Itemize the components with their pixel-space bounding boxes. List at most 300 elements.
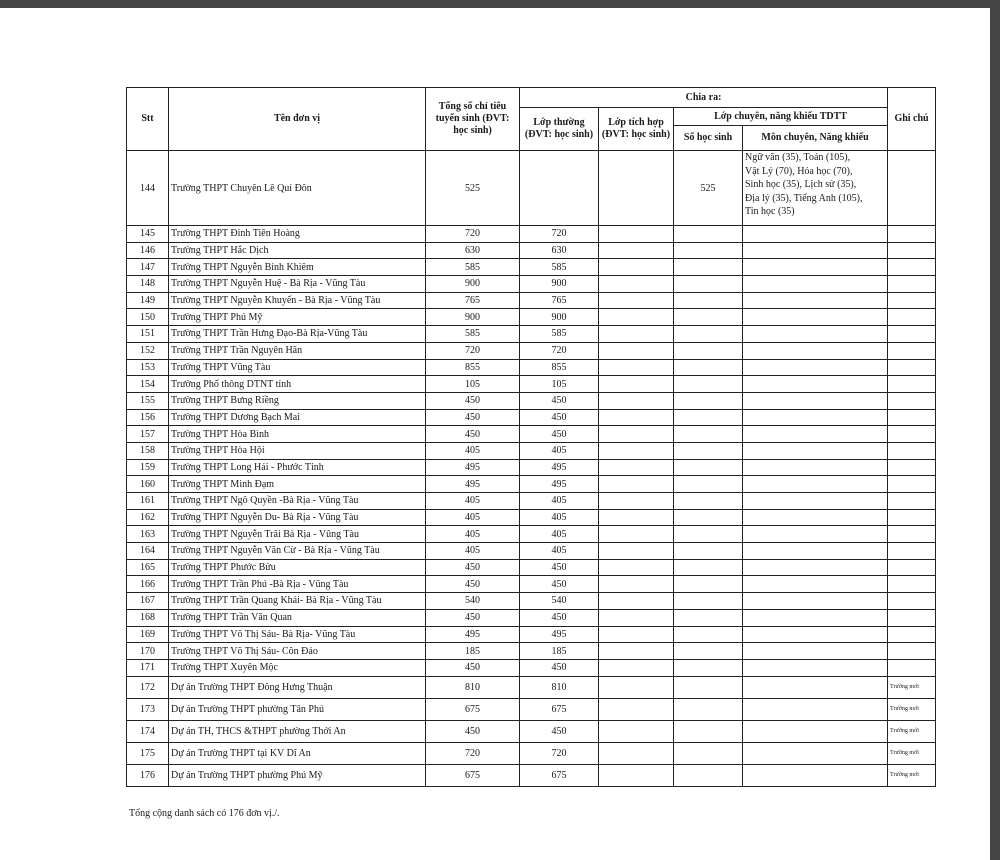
cell-gifted-subjects (743, 151, 888, 226)
cell-gifted-count (674, 543, 743, 560)
table-row (127, 676, 936, 698)
cell-note (888, 442, 936, 459)
cell-regular: 900 (520, 309, 599, 326)
cell-gifted-count (674, 493, 743, 510)
table-row (127, 509, 936, 526)
cell-integrated (599, 559, 674, 576)
cell-name: Trường Phổ thông DTNT tỉnh (169, 376, 426, 393)
table-row (127, 543, 936, 560)
cell-integrated (599, 609, 674, 626)
cell-total: 585 (426, 326, 520, 343)
table-row (127, 409, 936, 426)
cell-name: Trường THPT Long Hải - Phước Tỉnh (169, 459, 426, 476)
table-row (127, 643, 936, 660)
cell-regular: 720 (520, 226, 599, 243)
cell-note (888, 226, 936, 243)
cell-note (888, 559, 936, 576)
table-row (127, 392, 936, 409)
cell-gifted-subjects (743, 442, 888, 459)
cell-stt: 152 (127, 342, 169, 359)
cell-gifted-subjects (743, 392, 888, 409)
cell-integrated (599, 409, 674, 426)
cell-gifted-subjects (743, 459, 888, 476)
cell-integrated (599, 376, 674, 393)
cell-regular: 720 (520, 342, 599, 359)
header-total: Tổng số chỉ tiêu tuyển sinh (ĐVT: học sinh) (426, 88, 520, 151)
cell-gifted-count (674, 226, 743, 243)
subject-line: Sinh học (35), Lịch sử (35), (745, 179, 857, 190)
cell-stt: 161 (127, 493, 169, 510)
cell-integrated (599, 342, 674, 359)
cell-name: Trường THPT Hòa Bình (169, 426, 426, 443)
cell-gifted-subjects (743, 626, 888, 643)
cell-note (888, 309, 936, 326)
cell-stt: 174 (127, 720, 169, 742)
cell-total: 675 (426, 698, 520, 720)
cell-name: Dự án Trường THPT Đông Hưng Thuận (169, 676, 426, 698)
cell-regular: 450 (520, 609, 599, 626)
cell-name: Trường THPT Nguyễn Huệ - Bà Rịa - Vũng Tàu (169, 276, 426, 293)
footer-total-note: Tổng cộng danh sách có 176 đơn vị./. (129, 808, 280, 819)
cell-total: 405 (426, 526, 520, 543)
cell-note (888, 576, 936, 593)
table-row (127, 764, 936, 786)
cell-total: 675 (426, 764, 520, 786)
cell-stt: 175 (127, 742, 169, 764)
cell-note (888, 493, 936, 510)
table-row (127, 326, 936, 343)
table-row (127, 626, 936, 643)
cell-gifted-count (674, 326, 743, 343)
cell-name: Trường THPT Đinh Tiên Hoàng (169, 226, 426, 243)
header-ghi-chu: Ghi chú (888, 88, 936, 151)
cell-name: Trường THPT Bưng Riềng (169, 392, 426, 409)
cell-regular: 765 (520, 292, 599, 309)
cell-regular: 450 (520, 576, 599, 593)
cell-stt: 159 (127, 459, 169, 476)
cell-integrated (599, 276, 674, 293)
cell-integrated (599, 226, 674, 243)
cell-integrated (599, 643, 674, 660)
cell-integrated (599, 764, 674, 786)
cell-gifted-subjects (743, 559, 888, 576)
table-row (127, 526, 936, 543)
cell-stt: 168 (127, 609, 169, 626)
cell-gifted-subjects (743, 476, 888, 493)
cell-gifted-count (674, 593, 743, 610)
cell-integrated (599, 493, 674, 510)
cell-stt: 157 (127, 426, 169, 443)
cell-total: 495 (426, 476, 520, 493)
cell-note (888, 259, 936, 276)
header-mon-chuyen: Môn chuyên, Năng khiếu (743, 126, 888, 151)
cell-gifted-subjects (743, 509, 888, 526)
cell-total: 495 (426, 626, 520, 643)
cell-name: Trường THPT Hòa Hội (169, 442, 426, 459)
admission-quota-table (126, 87, 936, 787)
cell-regular: 405 (520, 509, 599, 526)
cell-gifted-subjects (743, 764, 888, 786)
cell-total: 495 (426, 459, 520, 476)
cell-gifted-count (674, 509, 743, 526)
cell-regular: 540 (520, 593, 599, 610)
cell-gifted-count (674, 442, 743, 459)
subject-line: Ngữ văn (35), Toán (105), (745, 152, 851, 163)
cell-integrated (599, 309, 674, 326)
cell-stt: 155 (127, 392, 169, 409)
cell-stt: 147 (127, 259, 169, 276)
table-row (127, 309, 936, 326)
table-row (127, 720, 936, 742)
table-row-special (127, 151, 936, 226)
cell-note (888, 476, 936, 493)
cell-name: Trường THPT Dương Bạch Mai (169, 409, 426, 426)
cell-stt: 166 (127, 576, 169, 593)
table-row (127, 376, 936, 393)
cell-note: Trường mới (888, 764, 936, 786)
cell-note (888, 459, 936, 476)
cell-note (888, 359, 936, 376)
cell-regular: 105 (520, 376, 599, 393)
cell-regular: 585 (520, 259, 599, 276)
cell-gifted-subjects (743, 226, 888, 243)
table-row (127, 292, 936, 309)
cell-regular: 720 (520, 742, 599, 764)
cell-note: Trường mới (888, 698, 936, 720)
cell-name: Trường THPT Nguyễn Văn Cừ - Bà Rịa - Vũng Tàu (169, 543, 426, 560)
cell-regular: 450 (520, 659, 599, 676)
table-row (127, 698, 936, 720)
subject-line: Tin học (35) (745, 206, 795, 217)
cell-note (888, 509, 936, 526)
cell-integrated (599, 292, 674, 309)
cell-note (888, 409, 936, 426)
cell-total: 105 (426, 376, 520, 393)
cell-note: Trường mới (888, 720, 936, 742)
cell-note (888, 593, 936, 610)
cell-integrated (599, 720, 674, 742)
cell-gifted-count (674, 276, 743, 293)
cell-stt: 149 (127, 292, 169, 309)
table-row (127, 442, 936, 459)
cell-regular: 450 (520, 426, 599, 443)
cell-name: Trường THPT Phước Bửu (169, 559, 426, 576)
cell-name: Trường THPT Chuyên Lê Quí Đôn (169, 151, 426, 226)
cell-gifted-count (674, 559, 743, 576)
cell-gifted-count (674, 742, 743, 764)
subject-line: Địa lý (35), Tiếng Anh (105), (745, 192, 863, 204)
table-row (127, 609, 936, 626)
cell-regular: 495 (520, 459, 599, 476)
cell-note (888, 326, 936, 343)
cell-regular: 405 (520, 543, 599, 560)
cell-total: 720 (426, 742, 520, 764)
header-so-hoc-sinh: Số học sinh (674, 126, 743, 151)
cell-regular: 450 (520, 409, 599, 426)
cell-regular: 810 (520, 676, 599, 698)
cell-stt: 145 (127, 226, 169, 243)
cell-stt: 163 (127, 526, 169, 543)
table-row (127, 559, 936, 576)
table-row (127, 459, 936, 476)
cell-integrated (599, 242, 674, 259)
cell-integrated (599, 151, 674, 226)
header-stt: Stt (127, 88, 169, 151)
cell-note (888, 151, 936, 226)
table-row (127, 259, 936, 276)
cell-stt: 176 (127, 764, 169, 786)
cell-gifted-count (674, 643, 743, 660)
cell-gifted-subjects (743, 409, 888, 426)
cell-gifted-count (674, 309, 743, 326)
cell-gifted-subjects (743, 526, 888, 543)
cell-gifted-count (674, 242, 743, 259)
cell-gifted-subjects (743, 643, 888, 660)
cell-note (888, 426, 936, 443)
cell-name: Trường THPT Trần Quang Khải- Bà Rịa - Vũng Tàu (169, 593, 426, 610)
cell-gifted-subjects (743, 493, 888, 510)
cell-total: 405 (426, 442, 520, 459)
cell-stt: 171 (127, 659, 169, 676)
cell-regular: 450 (520, 559, 599, 576)
table-body (127, 151, 936, 787)
cell-note (888, 376, 936, 393)
cell-integrated (599, 326, 674, 343)
cell-total: 450 (426, 409, 520, 426)
header-lop-thuong: Lớp thường (ĐVT: học sinh) (520, 108, 599, 151)
cell-gifted-subjects (743, 742, 888, 764)
cell-gifted-count (674, 292, 743, 309)
cell-integrated (599, 259, 674, 276)
cell-name: Trường THPT Trần Phú -Bà Rịa - Vũng Tàu (169, 576, 426, 593)
cell-stt: 153 (127, 359, 169, 376)
cell-gifted-count: 525 (674, 151, 743, 226)
cell-gifted-subjects (743, 543, 888, 560)
cell-gifted-count (674, 259, 743, 276)
cell-name: Trường THPT Võ Thị Sáu- Bà Rịa- Vũng Tàu (169, 626, 426, 643)
cell-stt: 160 (127, 476, 169, 493)
cell-total: 185 (426, 643, 520, 660)
cell-regular: 405 (520, 526, 599, 543)
cell-gifted-subjects (743, 359, 888, 376)
cell-name: Trường THPT Hắc Dịch (169, 242, 426, 259)
cell-gifted-subjects (743, 593, 888, 610)
cell-integrated (599, 459, 674, 476)
cell-gifted-subjects (743, 576, 888, 593)
cell-integrated (599, 742, 674, 764)
cell-stt: 162 (127, 509, 169, 526)
cell-note (888, 526, 936, 543)
cell-note (888, 643, 936, 660)
cell-gifted-subjects (743, 376, 888, 393)
cell-total: 450 (426, 576, 520, 593)
header-lop-chuyen: Lớp chuyên, năng khiếu TDTT (674, 108, 888, 126)
cell-total: 405 (426, 493, 520, 510)
cell-gifted-subjects (743, 326, 888, 343)
cell-regular: 585 (520, 326, 599, 343)
cell-total: 450 (426, 426, 520, 443)
cell-stt: 150 (127, 309, 169, 326)
cell-note (888, 659, 936, 676)
cell-gifted-count (674, 426, 743, 443)
cell-note (888, 626, 936, 643)
cell-gifted-subjects (743, 426, 888, 443)
cell-name: Trường THPT Nguyễn Du- Bà Rịa - Vũng Tàu (169, 509, 426, 526)
cell-gifted-subjects (743, 276, 888, 293)
cell-gifted-subjects (743, 698, 888, 720)
cell-total: 540 (426, 593, 520, 610)
cell-gifted-count (674, 659, 743, 676)
cell-integrated (599, 509, 674, 526)
cell-total: 450 (426, 659, 520, 676)
cell-stt: 167 (127, 593, 169, 610)
cell-gifted-subjects (743, 292, 888, 309)
cell-name: Trường THPT Nguyễn Bỉnh Khiêm (169, 259, 426, 276)
cell-note: Trường mới (888, 742, 936, 764)
cell-total: 720 (426, 226, 520, 243)
cell-total: 450 (426, 609, 520, 626)
cell-integrated (599, 659, 674, 676)
cell-name: Dự án Trường THPT phường Phú Mỹ (169, 764, 426, 786)
table-row (127, 576, 936, 593)
cell-gifted-count (674, 626, 743, 643)
cell-total: 450 (426, 720, 520, 742)
cell-total: 900 (426, 309, 520, 326)
cell-integrated (599, 626, 674, 643)
table-row (127, 476, 936, 493)
cell-name: Dự án TH, THCS &THPT phường Thới An (169, 720, 426, 742)
cell-gifted-count (674, 764, 743, 786)
cell-regular: 855 (520, 359, 599, 376)
cell-name: Trường THPT Trần Hưng Đạo-Bà Rịa-Vũng Tàu (169, 326, 426, 343)
header-name: Tên đơn vị (169, 88, 426, 151)
cell-gifted-count (674, 720, 743, 742)
cell-name: Dự án Trường THPT tại KV Dĩ An (169, 742, 426, 764)
cell-name: Trường THPT Minh Đạm (169, 476, 426, 493)
table-row (127, 493, 936, 510)
cell-integrated (599, 698, 674, 720)
cell-total: 720 (426, 342, 520, 359)
cell-regular (520, 151, 599, 226)
cell-regular: 900 (520, 276, 599, 293)
table-row (127, 659, 936, 676)
cell-note (888, 292, 936, 309)
cell-gifted-count (674, 698, 743, 720)
cell-total: 630 (426, 242, 520, 259)
cell-integrated (599, 676, 674, 698)
cell-name: Trường THPT Phú Mỹ (169, 309, 426, 326)
cell-gifted-count (674, 609, 743, 626)
cell-note (888, 609, 936, 626)
cell-total: 810 (426, 676, 520, 698)
cell-note (888, 242, 936, 259)
cell-stt: 151 (127, 326, 169, 343)
cell-stt: 165 (127, 559, 169, 576)
cell-name: Dự án Trường THPT phường Tân Phú (169, 698, 426, 720)
subject-line: Vật Lý (70), Hóa học (70), (745, 165, 853, 177)
viewer-top-bar (0, 0, 1000, 8)
cell-gifted-count (674, 409, 743, 426)
cell-integrated (599, 526, 674, 543)
cell-stt: 156 (127, 409, 169, 426)
cell-gifted-subjects (743, 659, 888, 676)
cell-gifted-count (674, 376, 743, 393)
cell-regular: 185 (520, 643, 599, 660)
cell-gifted-count (674, 342, 743, 359)
cell-gifted-subjects (743, 676, 888, 698)
cell-stt: 164 (127, 543, 169, 560)
cell-stt: 144 (127, 151, 169, 226)
cell-integrated (599, 426, 674, 443)
cell-integrated (599, 593, 674, 610)
cell-regular: 495 (520, 626, 599, 643)
cell-integrated (599, 476, 674, 493)
cell-total: 525 (426, 151, 520, 226)
table-row (127, 742, 936, 764)
cell-stt: 169 (127, 626, 169, 643)
cell-gifted-subjects (743, 342, 888, 359)
cell-gifted-subjects (743, 309, 888, 326)
cell-integrated (599, 543, 674, 560)
cell-stt: 148 (127, 276, 169, 293)
cell-gifted-count (674, 459, 743, 476)
cell-gifted-count (674, 576, 743, 593)
cell-gifted-count (674, 392, 743, 409)
cell-gifted-count (674, 676, 743, 698)
table-row (127, 426, 936, 443)
cell-regular: 675 (520, 698, 599, 720)
cell-note (888, 342, 936, 359)
cell-gifted-count (674, 526, 743, 543)
cell-regular: 405 (520, 442, 599, 459)
cell-total: 405 (426, 509, 520, 526)
cell-total: 765 (426, 292, 520, 309)
cell-note (888, 392, 936, 409)
cell-regular: 630 (520, 242, 599, 259)
cell-stt: 172 (127, 676, 169, 698)
cell-integrated (599, 359, 674, 376)
cell-integrated (599, 442, 674, 459)
table-row (127, 242, 936, 259)
header-lop-tich-hop: Lớp tích hợp (ĐVT: học sinh) (599, 108, 674, 151)
cell-stt: 173 (127, 698, 169, 720)
cell-regular: 450 (520, 720, 599, 742)
cell-regular: 675 (520, 764, 599, 786)
table-row (127, 342, 936, 359)
cell-total: 585 (426, 259, 520, 276)
cell-total: 450 (426, 392, 520, 409)
cell-note: Trường mới (888, 676, 936, 698)
cell-stt: 158 (127, 442, 169, 459)
table-row (127, 593, 936, 610)
cell-regular: 405 (520, 493, 599, 510)
cell-name: Trường THPT Võ Thị Sáu- Côn Đảo (169, 643, 426, 660)
table-row (127, 359, 936, 376)
cell-integrated (599, 392, 674, 409)
cell-integrated (599, 576, 674, 593)
cell-gifted-subjects (743, 720, 888, 742)
cell-gifted-subjects (743, 259, 888, 276)
cell-stt: 170 (127, 643, 169, 660)
cell-name: Trường THPT Xuyên Mộc (169, 659, 426, 676)
cell-name: Trường THPT Ngô Quyền -Bà Rịa - Vũng Tàu (169, 493, 426, 510)
cell-name: Trường THPT Vũng Tàu (169, 359, 426, 376)
cell-gifted-count (674, 359, 743, 376)
table-row (127, 276, 936, 293)
cell-name: Trường THPT Nguyễn Trãi Bà Rịa - Vũng Tàu (169, 526, 426, 543)
cell-regular: 495 (520, 476, 599, 493)
viewer-right-scrollbar[interactable] (990, 0, 1000, 860)
